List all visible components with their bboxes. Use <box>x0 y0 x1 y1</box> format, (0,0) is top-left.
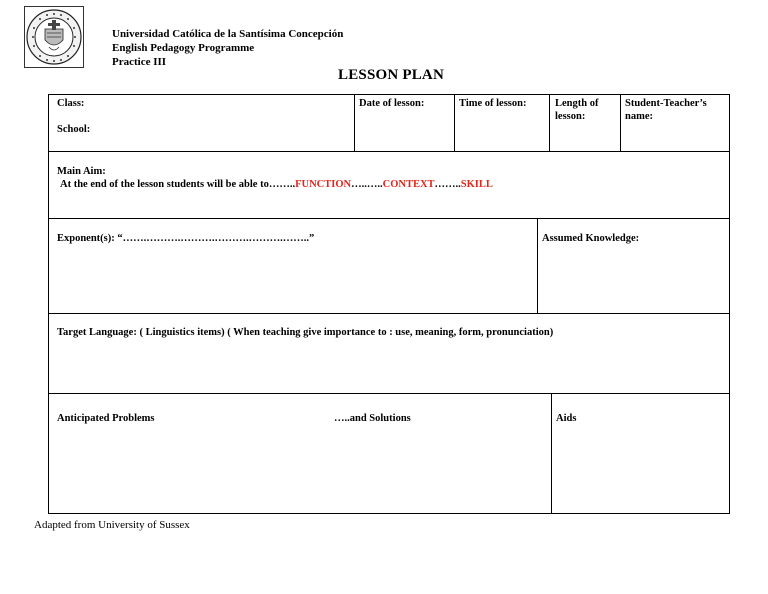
assumed-knowledge-label: Assumed Knowledge: <box>542 233 640 244</box>
university-name: Universidad Católica de la Santísima Concepción <box>112 28 344 40</box>
column-divider <box>551 393 552 514</box>
main-aim-intro: At the end of the lesson students will be able to…….. <box>60 179 296 190</box>
column-divider <box>354 95 355 151</box>
lesson-plan-form <box>48 94 730 514</box>
column-divider <box>549 95 550 151</box>
teacher-label-line1: Student-Teacher’s <box>625 98 707 109</box>
row-divider <box>49 393 729 394</box>
main-aim-text <box>60 178 493 191</box>
time-of-lesson-label: Time of lesson: <box>459 98 527 109</box>
exponents-label: Exponent(s): “…….……….……….……….……….……..” <box>57 233 315 244</box>
function-keyword: FUNCTION <box>295 179 352 190</box>
solutions-label: …..and Solutions <box>334 413 411 424</box>
institution-header <box>112 27 343 69</box>
column-divider <box>454 95 455 151</box>
school-label: School: <box>57 124 91 135</box>
length-of-lesson-label <box>555 97 598 123</box>
skill-keyword: SKILL <box>460 179 493 190</box>
row-divider <box>49 218 729 219</box>
footer-credit: Adapted from University of Sussex <box>34 519 190 531</box>
length-label-line1: Length of <box>555 98 599 109</box>
context-keyword: CONTEXT <box>382 179 435 190</box>
university-seal-icon <box>24 6 84 68</box>
student-teacher-name-label <box>625 97 707 123</box>
main-aim-label: Main Aim: <box>57 166 106 177</box>
column-divider <box>620 95 621 151</box>
class-label: Class: <box>57 98 85 109</box>
row-divider <box>49 313 729 314</box>
column-divider <box>537 218 538 313</box>
target-language-label: Target Language: ( Linguistics items) ( When teaching give importance to : use, meaning, form, pronunciation) <box>57 327 554 338</box>
main-aim-dots: …..….. <box>351 179 383 190</box>
aids-label: Aids <box>556 413 577 424</box>
teacher-label-line2: name: <box>625 111 653 122</box>
programme-name: English Pedagogy Programme <box>112 42 255 54</box>
length-label-line2: lesson: <box>555 111 586 122</box>
course-name: Practice III <box>112 56 167 68</box>
date-of-lesson-label: Date of lesson: <box>359 98 425 109</box>
main-aim-dots: …….. <box>434 179 461 190</box>
anticipated-problems-label: Anticipated Problems <box>57 413 155 424</box>
row-divider <box>49 151 729 152</box>
page-title: LESSON PLAN <box>338 67 444 83</box>
